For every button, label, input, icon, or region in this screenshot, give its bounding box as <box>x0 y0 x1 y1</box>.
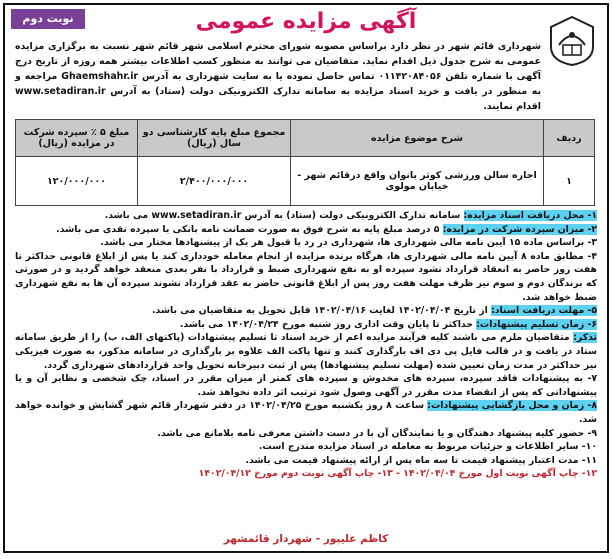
clause-lead: ۲- میزان سپرده شرکت در مزایده: <box>442 223 597 235</box>
column-header-subject: شرح موضوع مزایده <box>291 120 544 157</box>
clause <box>15 372 597 399</box>
table-header-row <box>16 120 595 157</box>
clause <box>15 236 597 250</box>
edition-badge: نوبت دوم <box>11 9 85 29</box>
clause <box>15 331 597 372</box>
clause-text: ۳- براساس ماده ۱۵ آیین نامه مالی شهرداری ها، شهرداری در رد یا قبول هر یک از پیشنهادها مختار می باشد. <box>100 237 597 249</box>
clause-text: ۹- حضور کلیه پیشنهاد دهندگان و یا نمایندگان آن با در دست داشتن معرفی نامه بلامانع می باشد. <box>157 427 597 439</box>
column-header-deposit: مبلغ ۵ ٪ سپرده شرکت در مزایده (ریال) <box>16 120 138 157</box>
clause-lead: ۱- محل دریافت اسناد مزایده: <box>463 210 597 221</box>
clause <box>15 399 597 426</box>
column-header-base-price: مجموع مبلغ پایه کارشناسی دو سال (ریال) <box>138 120 291 157</box>
clause-lead: ۸- زمان و محل بازگشایی پیشنهادات: <box>427 400 597 412</box>
publication-dates: ۱۲- چاپ آگهی نوبت اول مورخ ۱۴۰۲/۰۴/۰۴ - ۱۳- چاپ آگهی نوبت دوم مورخ ۱۴۰۲/۰۴/۱۲ <box>198 468 597 480</box>
clause-text: ۷- به پیشنهادات فاقد سپرده، سپرده های مخدوش و سپرده های کمتر از میزان مقرر در اسناد، چک شخصی و نظایر آن و یا پیشنهاداتی که پس از انقضاء مدت مقرر در آگهی وصول شود ترتیب اثر داده نخواهد شد. <box>15 373 597 398</box>
clause <box>15 454 597 468</box>
clause-lead: تذکر: <box>573 332 597 344</box>
clause <box>15 223 597 237</box>
clause-text: ۱۰- سایر اطلاعات و جزئیات مربوط به معامله در اسناد مزایده مندرج است. <box>258 441 597 453</box>
clause-text: سامانه تدارک الکترونیکی دولت (ستاد) به آدرس www.setadiran.ir می باشد. <box>104 210 464 221</box>
clause-lead: ۶- زمان تسلیم پیشنهادات: <box>476 318 597 330</box>
clause <box>15 304 597 318</box>
auction-table <box>15 119 595 206</box>
clause-text: ۴- مطابق ماده ۸ آیین نامه مالی شهرداری ها، هرگاه برنده مزایده از انجام معامله خودداری کند یا پس از ابلاغ قانونی حداکثر تا هفت روز حاضر به انعقاد قرارداد نشود سپرده او به نفع شهرداری ضبط و قرارداد با نفر بعدی منعقد خواهد گردید و در صورتی که برندگان دوم و سوم نیز ظرف مهلت هفت روز پس از ابلاغ قانونی حاضر به عقد قرارداد نشوند سپرده آن ها به نفع شهرداری ضبط خواهد شد. <box>15 250 597 303</box>
base-price-cell: ۲/۴۰۰/۰۰۰/۰۰۰ <box>138 157 291 206</box>
clause-text: حداکثر تا پایان وقت اداری روز شنبه مورخ ۱۴۰۲/۰۴/۲۴ می باشد. <box>179 318 477 330</box>
clause-text: ۵ درصد مبلغ پایه به شرح فوق به صورت ضمانت نامه بانکی یا سپرده نقدی می باشد. <box>56 223 443 235</box>
clause <box>15 427 597 441</box>
clause <box>15 318 597 332</box>
signature: کاظم علیپور - شهردار قائمشهر <box>223 533 389 545</box>
clauses <box>15 209 597 481</box>
clause-text: ۱۱- مدت اعتبار پیشنهاد قیمت تا سه ماه پس از ارائه پیشنهاد قیمت می باشد. <box>245 454 597 466</box>
clause-text: ساعت ۸ روز یکشنبه مورخ ۱۴۰۲/۰۴/۲۵ در دفتر شهردار قائم شهر گشایش و خوانده خواهد شد. <box>15 400 597 425</box>
clause-text: از تاریخ ۱۴۰۲/۰۴/۰۴ لغایت ۱۴۰۲/۰۴/۱۶ قابل تحویل به متقاضیان می باشد. <box>152 305 492 317</box>
clause-lead: ۵- مهلت دریافت اسناد: <box>491 305 597 317</box>
clause <box>15 209 597 223</box>
intro-paragraph: شهرداری قائم شهر در نظر دارد براساس مصوبه شورای محترم اسلامی شهر قائم شهر نسبت به برگزاری مزایده عمومی به شرح جدول ذیل اقدام نماید. متقاضیان می توانند به منظور کسب اطلاعات بیشتر همه روزه از تاریخ درج آگهی با شماره تلفن ۰۱۱۴۲۰۸۴۰۵۶ تماس حاصل نموده یا به سایت شهرداری به آدرس Ghaemshahr.ir مراجعه و به منظور در یافت و خرید اسناد مزایده به سامانه تدارک الکترونیکی دولت (ستاد) به آدرس www.setadiran.ir اقدام نمایند. <box>15 41 541 112</box>
notice-title: آگهی مزایده عمومی <box>195 9 417 34</box>
clause <box>15 250 597 304</box>
clause <box>15 440 597 454</box>
subject-cell: اجاره سالن ورزشی کوثر بانوان واقع درقائم شهر - خیابان مولوی <box>291 157 544 206</box>
row-number-cell: ۱ <box>544 157 595 206</box>
clause-text: متقاضیان ملزم می باشند کلیه فرآیند مزایده اعم از خرید اسناد تا تسلیم پیشنهادات (پاکتهای الف، ب) را از طریق سامانه ستاد در یافت و در قالب فایل پی دی اف بارگذاری کنند و تنها پاکت الف علاوه بر بارگذاری در سامانه مذکور، به صورت فیزیکی نیز حداکثر در مدت زمان تعیین شده (مهلت تسلیم پیشنهادها) پس از ثبت دبیرخانه تحویل واحد قراردادهای شهرداری گردد. <box>15 332 597 371</box>
deposit-cell: ۱۲۰/۰۰۰/۰۰۰ <box>16 157 138 206</box>
column-header-row-number: ردیف <box>544 120 595 157</box>
table-row <box>16 157 595 206</box>
auction-notice <box>3 3 609 553</box>
